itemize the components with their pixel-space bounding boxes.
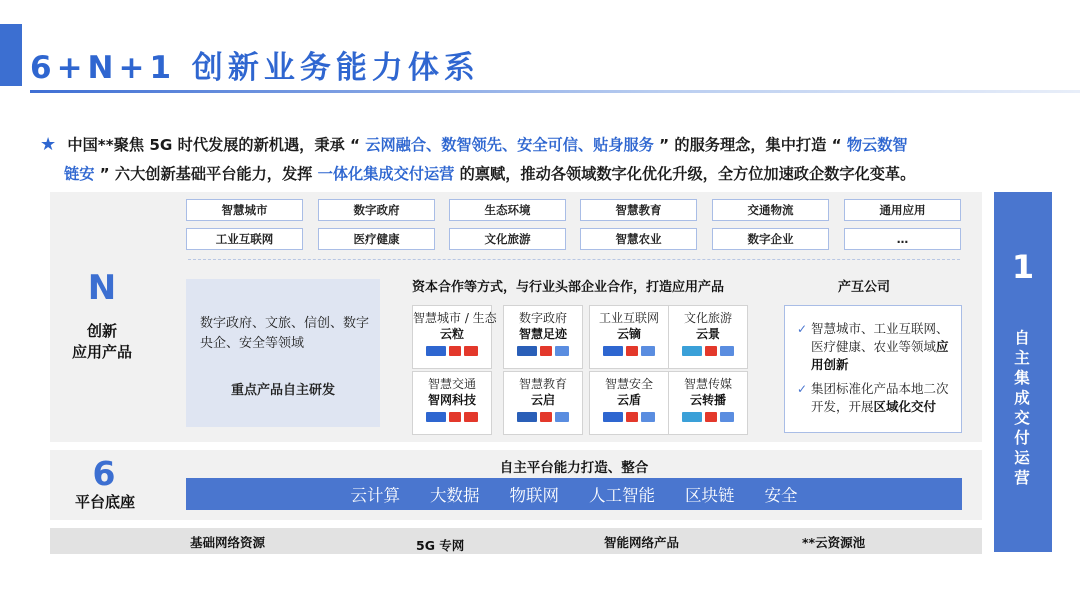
check-icon: ✓ <box>797 322 808 336</box>
partner-logo-icon <box>517 346 537 356</box>
product-card <box>412 305 497 369</box>
platform-item: 物联网 <box>509 486 559 505</box>
dashed-divider <box>188 259 960 260</box>
app-box: 文化旅游 <box>449 228 566 250</box>
platform-bar <box>186 478 962 510</box>
app-box: 数字政府 <box>318 199 435 221</box>
coop-item: ✓ 集团标准化产品本地二次开发，开展区域化交付 <box>797 381 949 414</box>
app-box: 通用应用 <box>844 199 961 221</box>
product-card <box>589 371 669 435</box>
platform-item: 云计算 <box>350 486 400 505</box>
partner-logo-icon <box>626 412 638 422</box>
product-name: 智慧足迹 <box>518 327 567 341</box>
partner-logo-icon <box>449 412 461 422</box>
coop-title: 产互公司 <box>838 280 891 295</box>
product-card <box>668 371 748 435</box>
app-box: 工业互联网 <box>186 228 303 250</box>
product-domain: 智慧交通 <box>427 377 476 391</box>
n-label: 创新 应用产品 <box>71 322 132 361</box>
right-label: 自主集成交付运营 <box>1014 329 1030 487</box>
product-card <box>668 305 748 369</box>
product-domain: 智慧传媒 <box>683 377 732 391</box>
page-title: 6+N+1 创新业务能力体系 <box>30 50 480 86</box>
coop-box <box>784 305 962 433</box>
partner-logo-icon <box>449 346 461 356</box>
partner-logo-icon <box>555 346 569 356</box>
app-box: 交通物流 <box>712 199 829 221</box>
platform-item: 大数据 <box>430 486 480 505</box>
base-item: 基础网络资源 <box>190 535 266 550</box>
partner-logo-icon <box>603 412 623 422</box>
base-item: **云资源池 <box>802 535 866 550</box>
product-name: 云粒 <box>439 327 464 341</box>
partner-logos <box>590 346 668 357</box>
base-item: 智能网络产品 <box>604 535 680 550</box>
partner-logo-icon <box>555 412 569 422</box>
product-card <box>503 371 583 435</box>
app-box: 生态环境 <box>449 199 566 221</box>
right-digit: 1 <box>1011 248 1035 286</box>
product-name: 云启 <box>530 393 555 407</box>
partner-logo-icon <box>641 412 655 422</box>
star-icon: ★ <box>40 134 57 155</box>
partner-logo-icon <box>426 412 446 422</box>
partner-logo-icon <box>464 346 478 356</box>
n-letter: N <box>87 268 117 308</box>
product-domain: 智慧安全 <box>604 377 653 391</box>
title-underline <box>30 90 1080 93</box>
app-box: 数字企业 <box>712 228 829 250</box>
platform-label: 平台底座 <box>74 493 135 511</box>
partner-logo-icon <box>426 346 446 356</box>
partner-logo-icon <box>517 412 537 422</box>
product-domain: 智慧教育 <box>518 377 567 391</box>
core-product-key: 重点产品自主研发 <box>230 383 335 398</box>
platform-item: 安全 <box>764 486 798 505</box>
title-accent-bar <box>0 24 22 86</box>
coop-item: ✓ 智慧城市、工业互联网、医疗健康、农业等领域应用创新 <box>797 321 949 372</box>
partner-logos <box>413 412 491 423</box>
platform-title: 自主平台能力打造、整合 <box>499 460 649 476</box>
app-box: 医疗健康 <box>318 228 435 250</box>
product-card <box>589 305 669 369</box>
partner-logos <box>669 346 747 357</box>
product-domain: 数字政府 <box>518 311 567 325</box>
partner-logo-icon <box>464 412 478 422</box>
partner-logo-icon <box>603 346 623 356</box>
platform-item: 区块链 <box>685 486 735 505</box>
product-card <box>503 305 583 369</box>
partner-logo-icon <box>626 346 638 356</box>
six-digit: 6 <box>92 454 116 493</box>
product-name: 云镝 <box>616 327 641 341</box>
partner-logo-icon <box>641 346 655 356</box>
product-name: 云转播 <box>689 393 726 407</box>
product-card <box>412 371 492 435</box>
partner-logo-icon <box>540 346 552 356</box>
partner-logo-icon <box>682 412 702 422</box>
core-product-text: 数字政府、文旅、信创、数字央企、安全等领域 <box>200 316 370 351</box>
partner-logo-icon <box>705 412 717 422</box>
product-name: 云盾 <box>616 393 641 407</box>
product-name: 云景 <box>695 327 720 341</box>
partner-logos <box>590 412 668 423</box>
partner-logos <box>413 346 491 357</box>
base-item: 5G 专网 <box>416 538 465 553</box>
app-box: … <box>844 228 961 250</box>
app-box: 智慧农业 <box>580 228 697 250</box>
partner-logos <box>504 346 582 357</box>
partner-logo-icon <box>682 346 702 356</box>
partner-logos <box>669 412 747 423</box>
product-domain: 文化旅游 <box>683 311 732 325</box>
partner-logo-icon <box>720 346 734 356</box>
intro-paragraph: ★ 中国**聚焦 5G 时代发展的新机遇，秉承 “ 云网融合、数智领先、安全可信、贴身服务 ” 的服务理念，集中打造 “ 物云数智 链安 ” 六大创新基础平台能力，发挥 一体化集成交付运营 的禀赋，推动各领域数字化优化升级，全方位加速政企数字化变革。 <box>40 134 916 183</box>
product-domain: 工业互联网 <box>598 311 659 325</box>
partner-logo-icon <box>540 412 552 422</box>
platform-item: 人工智能 <box>589 486 655 505</box>
product-name: 智网科技 <box>427 393 476 407</box>
app-box: 智慧城市 <box>186 199 303 221</box>
partner-logo-icon <box>705 346 717 356</box>
partner-logo-icon <box>720 412 734 422</box>
check-icon: ✓ <box>797 382 808 396</box>
product-domain: 智慧城市 / 生态 <box>413 311 497 325</box>
app-box: 智慧教育 <box>580 199 697 221</box>
capital-title: 资本合作等方式，与行业头部企业合作，打造应用产品 <box>412 280 725 295</box>
partner-logos <box>504 412 582 423</box>
